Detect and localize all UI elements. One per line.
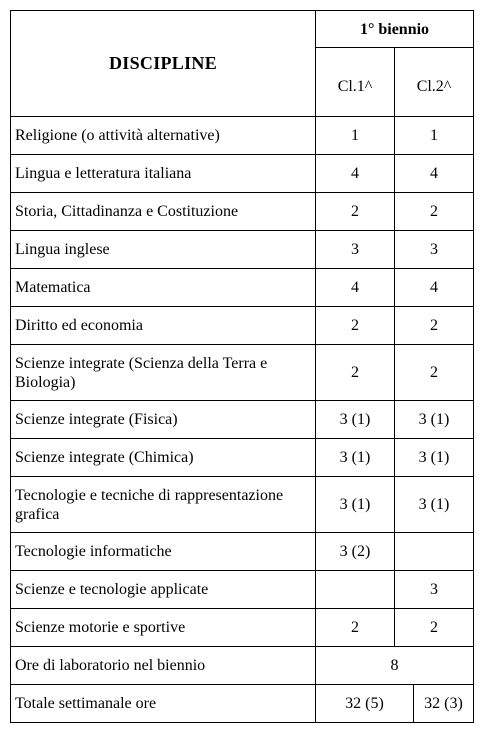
subject-cell: Scienze integrate (Scienza della Terra e Biologia) [11, 345, 316, 401]
subject-cell: Scienze integrate (Fisica) [11, 401, 316, 439]
class1-hours-cell: 2 [316, 193, 395, 231]
table-row [11, 609, 474, 647]
class1-hours-cell: 3 (1) [316, 401, 395, 439]
subject-cell: Religione (o attività alternative) [11, 117, 316, 155]
class2-hours-cell: 3 (1) [395, 477, 474, 533]
total-class1-value: 32 (5) [316, 685, 414, 722]
class1-hours-cell: 2 [316, 609, 395, 647]
table-row [11, 269, 474, 307]
class2-hours-cell [395, 533, 474, 571]
table-row [11, 117, 474, 155]
class2-hours-cell: 3 (1) [395, 439, 474, 477]
class1-hours-cell: 3 (1) [316, 439, 395, 477]
class2-hours-cell: 3 (1) [395, 401, 474, 439]
table-row [11, 571, 474, 609]
subject-cell: Diritto ed economia [11, 307, 316, 345]
period-header: 1° biennio [316, 11, 474, 48]
table-row [11, 193, 474, 231]
weekly-hours-table [10, 10, 474, 723]
lab-hours-row [11, 647, 474, 685]
table-row [11, 477, 474, 533]
total-class2-value: 32 (3) [424, 695, 463, 712]
table-row [11, 155, 474, 193]
discipline-header: DISCIPLINE [11, 11, 316, 117]
class2-hours-cell: 2 [395, 307, 474, 345]
table-row [11, 439, 474, 477]
class2-hours-cell: 3 [395, 231, 474, 269]
class1-hours-cell: 1 [316, 117, 395, 155]
class2-hours-cell: 4 [395, 155, 474, 193]
class1-hours-cell [316, 571, 395, 609]
total-hours-row [11, 685, 474, 723]
total-hours-label: Totale settimanale ore [11, 685, 316, 723]
subject-cell: Lingua inglese [11, 231, 316, 269]
table-row [11, 533, 474, 571]
class1-hours-cell: 3 (1) [316, 477, 395, 533]
class1-hours-cell: 2 [316, 307, 395, 345]
class2-hours-cell: 2 [395, 609, 474, 647]
subject-cell: Scienze integrate (Chimica) [11, 439, 316, 477]
subject-cell: Lingua e letteratura italiana [11, 155, 316, 193]
table-row [11, 307, 474, 345]
subject-cell: Tecnologie e tecniche di rappresentazione grafica [11, 477, 316, 533]
class1-hours-cell: 4 [316, 269, 395, 307]
table-row [11, 401, 474, 439]
class2-hours-cell: 2 [395, 193, 474, 231]
table-row [11, 231, 474, 269]
total-hours-values [316, 685, 474, 723]
table-row [11, 345, 474, 401]
class2-header: Cl.2^ [395, 48, 474, 117]
class2-hours-cell: 3 [395, 571, 474, 609]
class1-hours-cell: 2 [316, 345, 395, 401]
class1-hours-cell: 4 [316, 155, 395, 193]
subject-cell: Scienze motorie e sportive [11, 609, 316, 647]
subject-cell: Matematica [11, 269, 316, 307]
subject-cell: Storia, Cittadinanza e Costituzione [11, 193, 316, 231]
subject-cell: Scienze e tecnologie applicate [11, 571, 316, 609]
lab-hours-value: 8 [316, 647, 474, 685]
class2-hours-cell: 4 [395, 269, 474, 307]
class2-hours-cell: 2 [395, 345, 474, 401]
class2-hours-cell: 1 [395, 117, 474, 155]
timetable-container [10, 10, 474, 723]
class1-hours-cell: 3 (2) [316, 533, 395, 571]
class1-hours-cell: 3 [316, 231, 395, 269]
lab-hours-label: Ore di laboratorio nel biennio [11, 647, 316, 685]
header-row-top [11, 11, 474, 48]
class1-header: Cl.1^ [316, 48, 395, 117]
subject-cell: Tecnologie informatiche [11, 533, 316, 571]
